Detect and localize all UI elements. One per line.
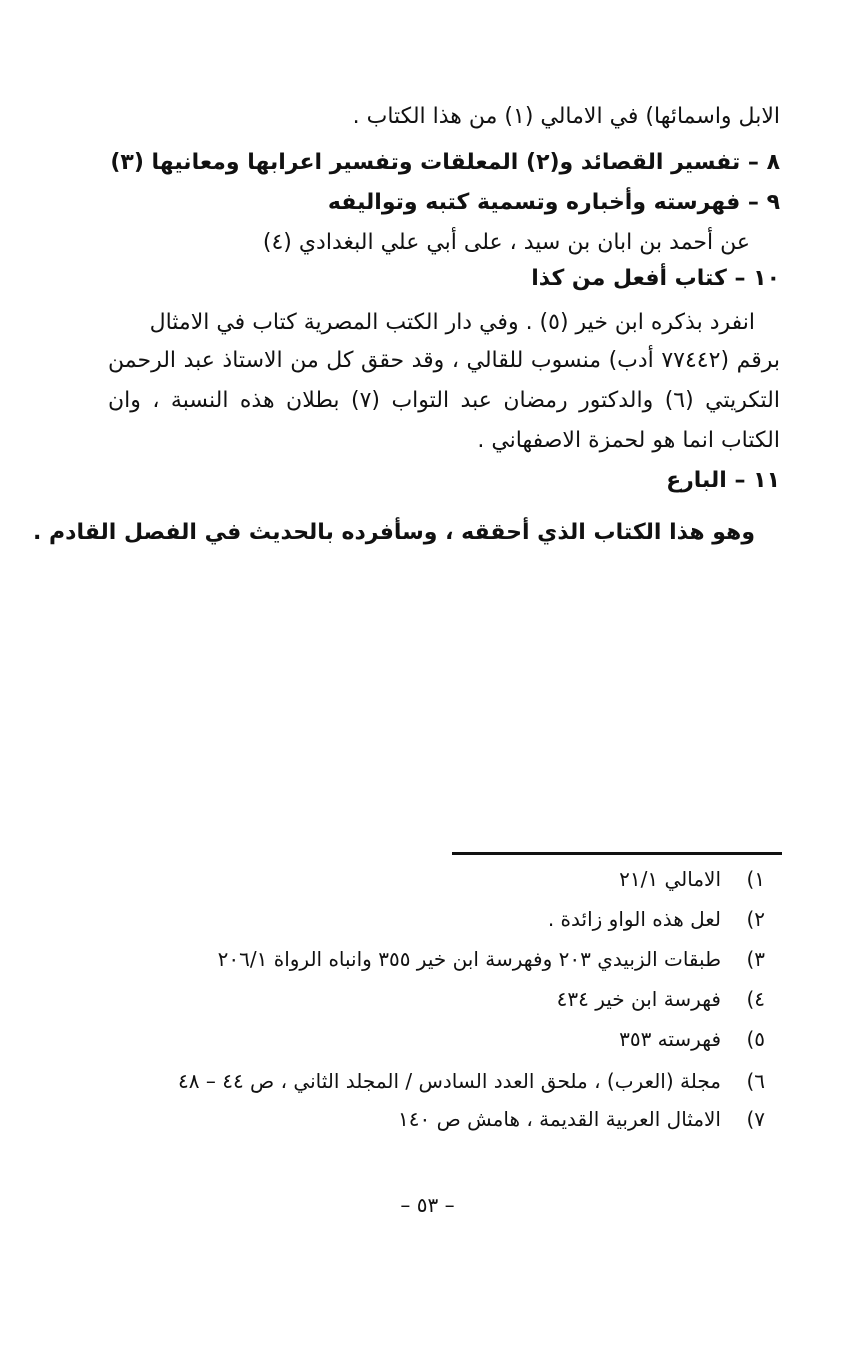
paragraph-line-4: الكتاب انما هو لحمزة الاصفهاني . bbox=[477, 428, 780, 453]
list-item-9: ٩ – فهرسته وأخباره وتسمية كتبه وتواليفه bbox=[327, 190, 780, 215]
footnote-4 bbox=[557, 984, 765, 1014]
footnote-number: ٥) bbox=[746, 1027, 765, 1051]
footnote-text: مجلة (العرب) ، ملحق العدد السادس / المجلد الثاني ، ص ٤٤ – ٤٨ bbox=[178, 1069, 721, 1093]
list-item-11: ١١ – البارع bbox=[666, 468, 780, 493]
footnote-separator bbox=[452, 852, 782, 855]
footnote-text: طبقات الزبيدي ٢٠٣ وفهرسة ابن خير ٣٥٥ وانباه الرواة ٢٠٦/١ bbox=[217, 947, 721, 971]
footnote-6 bbox=[178, 1066, 765, 1096]
footnote-text: الامثال العربية القديمة ، هامش ص ١٤٠ bbox=[398, 1107, 721, 1131]
footnote-text: فهرسة ابن خير ٤٣٤ bbox=[556, 987, 721, 1011]
footnote-number: ١) bbox=[746, 867, 765, 891]
footnote-number: ٣) bbox=[746, 947, 765, 971]
footnote-number: ٦) bbox=[746, 1069, 765, 1093]
footnote-number: ٧) bbox=[746, 1107, 765, 1131]
paragraph-line-1: انفرد بذكره ابن خير (٥) . وفي دار الكتب المصرية كتاب في الامثال bbox=[149, 310, 755, 335]
footnote-3 bbox=[218, 944, 765, 974]
body-line-item11-detail: وهو هذا الكتاب الذي أحققه ، وسأفرده بالحديث في الفصل القادم . bbox=[33, 520, 755, 545]
page-number: – ٥٣ – bbox=[400, 1193, 455, 1217]
footnote-number: ٤) bbox=[746, 987, 765, 1011]
footnote-text: لعل هذه الواو زائدة . bbox=[547, 907, 721, 931]
body-line-1: الابل واسمائها) في الامالي (١) من هذا الكتاب . bbox=[352, 104, 780, 129]
list-item-10: ١٠ – كتاب أفعل من كذا bbox=[531, 266, 780, 291]
body-line-item9-detail: عن أحمد بن ابان بن سيد ، على أبي علي البغدادي (٤) bbox=[262, 230, 750, 255]
footnote-2 bbox=[548, 904, 765, 934]
footnote-5 bbox=[619, 1024, 765, 1054]
paragraph-line-2: برقم (٧٧٤٤٢ أدب) منسوب للقالي ، وقد حقق كل من الاستاذ عبد الرحمن bbox=[108, 348, 780, 373]
list-item-8: ٨ – تفسير القصائد و(٢) المعلقات وتفسير اعرابها ومعانيها (٣) bbox=[110, 150, 780, 175]
paragraph-line-3: التكريتي (٦) والدكتور رمضان عبد التواب (٧) بطلان هذه النسبة ، وان bbox=[108, 388, 780, 413]
footnote-number: ٢) bbox=[746, 907, 765, 931]
footnote-text: فهرسته ٣٥٣ bbox=[619, 1027, 721, 1051]
footnote-1 bbox=[619, 864, 765, 894]
footnote-7 bbox=[398, 1104, 765, 1134]
footnote-text: الامالي ٢١/١ bbox=[619, 867, 721, 891]
